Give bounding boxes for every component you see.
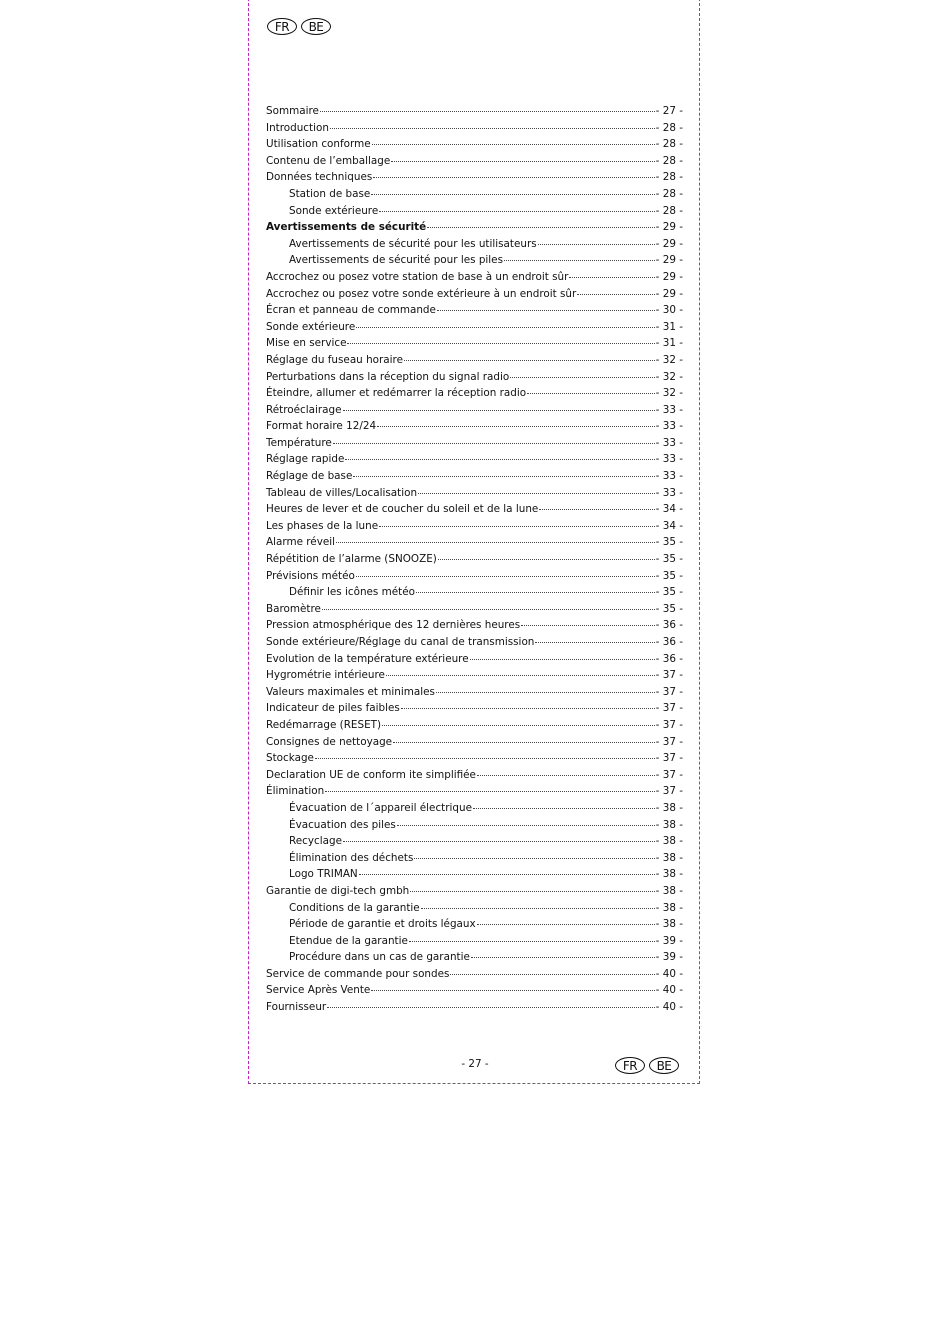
toc-entry-page: - 35 - [655, 569, 683, 582]
toc-entry[interactable] [266, 999, 683, 1016]
toc-entry[interactable] [266, 800, 683, 817]
language-badge-be: BE [649, 1057, 679, 1074]
toc-entry[interactable] [266, 900, 683, 917]
toc-entry-page: - 36 - [655, 636, 683, 648]
header-language-badges [267, 18, 331, 35]
toc-dot-leader [538, 243, 655, 245]
toc-entry-page: - 34 - [655, 503, 683, 516]
toc-entry-page: - 35 - [655, 602, 683, 615]
toc-entry[interactable] [266, 750, 683, 767]
toc-entry[interactable] [266, 103, 683, 120]
toc-dot-leader [356, 575, 655, 577]
toc-entry-title: Sommaire [266, 105, 319, 117]
toc-dot-leader [437, 309, 655, 311]
toc-entry-title: Rétroéclairage [266, 403, 342, 416]
toc-entry[interactable] [266, 767, 683, 784]
toc-entry-page: - 32 - [655, 387, 683, 400]
toc-entry-page: - 29 - [655, 270, 683, 283]
toc-entry[interactable] [266, 186, 683, 203]
toc-entry-title: Declaration UE de conform ite simplifiée [266, 768, 476, 781]
toc-entry[interactable] [266, 468, 683, 485]
toc-dot-leader [391, 160, 654, 162]
toc-entry[interactable] [266, 534, 683, 551]
toc-entry-title: Consignes de nettoyage [266, 735, 393, 748]
toc-dot-leader [322, 608, 655, 610]
language-badge-be: BE [301, 18, 331, 35]
toc-dot-leader [371, 989, 654, 991]
toc-entry-page: - 33 - [655, 453, 683, 466]
toc-dot-leader [504, 259, 655, 261]
toc-entry-title: Répétition de l’alarme (SNOOZE) [266, 553, 437, 566]
toc-entry-page: - 33 - [655, 470, 683, 483]
toc-dot-leader [372, 143, 655, 145]
toc-dot-leader [371, 193, 654, 195]
toc-entry[interactable] [266, 335, 683, 352]
toc-entry[interactable] [266, 269, 683, 286]
toc-entry-title: Conditions de la garantie [289, 901, 420, 914]
toc-dot-leader [535, 641, 654, 643]
toc-entry[interactable] [266, 700, 683, 717]
toc-entry-page: - 28 - [655, 187, 683, 200]
toc-dot-leader [315, 757, 655, 759]
toc-entry[interactable] [266, 120, 683, 137]
toc-entry-page: - 32 - [655, 370, 683, 383]
toc-entry-title: Élimination des déchets [289, 851, 414, 864]
toc-entry-page: - 31 - [655, 337, 683, 350]
toc-entry[interactable] [266, 451, 683, 468]
toc-entry[interactable] [266, 286, 683, 303]
toc-entry-page: - 38 - [655, 801, 683, 814]
toc-entry-title: Baromètre [266, 602, 321, 615]
toc-entry-title: Format horaire 12/24 [266, 420, 377, 433]
toc-entry-page: - 29 - [655, 287, 683, 300]
toc-entry-title: Sonde extérieure [266, 320, 356, 333]
toc-dot-leader [343, 409, 655, 411]
toc-dot-leader [569, 276, 654, 278]
toc-entry-page: - 37 - [655, 685, 683, 698]
toc-entry-title: Accrochez ou posez votre sonde extérieure à un endroit sûr [266, 287, 577, 300]
toc-dot-leader [416, 591, 655, 593]
toc-entry-title: Définir les icônes météo [289, 586, 415, 599]
toc-dot-leader [418, 492, 655, 494]
toc-entry[interactable] [266, 982, 683, 999]
toc-entry[interactable] [266, 169, 683, 186]
toc-entry-title: Température [266, 436, 332, 449]
toc-entry-title: Service de commande pour sondes [266, 967, 450, 980]
toc-entry[interactable] [266, 634, 683, 651]
toc-entry-title: Introduction [266, 121, 329, 134]
toc-entry-page: - 37 - [655, 669, 683, 682]
toc-entry[interactable] [266, 866, 683, 883]
toc-entry-page: - 33 - [655, 403, 683, 416]
toc-entry-page: - 39 - [655, 934, 683, 947]
toc-entry-page: - 33 - [655, 436, 683, 449]
toc-dot-leader [359, 873, 655, 875]
toc-entry[interactable] [266, 601, 683, 618]
toc-entry-page: - 37 - [655, 768, 683, 781]
toc-entry-title: Valeurs maximales et minimales [266, 685, 435, 698]
toc-dot-leader [527, 392, 655, 394]
toc-entry-page: - 40 - [655, 967, 683, 980]
toc-entry-title: Évacuation des piles [289, 818, 396, 831]
toc-entry[interactable] [266, 617, 683, 634]
toc-dot-leader [325, 790, 654, 792]
toc-entry[interactable] [266, 783, 683, 800]
table-of-contents [266, 103, 683, 1016]
toc-dot-leader [410, 890, 654, 892]
toc-entry[interactable] [266, 501, 683, 518]
toc-entry-title: Evolution de la température extérieure [266, 652, 469, 665]
toc-dot-leader [438, 558, 655, 560]
toc-entry-page: - 33 - [655, 486, 683, 499]
toc-dot-leader [577, 293, 654, 295]
toc-entry-title: Logo TRIMAN [289, 868, 358, 881]
toc-entry-page: - 37 - [655, 752, 683, 765]
toc-dot-leader [397, 824, 655, 826]
toc-entry-title: Période de garantie et droits légaux [289, 918, 476, 931]
toc-entry-page: - 36 - [655, 652, 683, 665]
toc-entry[interactable] [266, 734, 683, 751]
toc-entry-title: Tableau de villes/Localisation [266, 486, 418, 499]
toc-dot-leader [473, 807, 655, 809]
toc-entry-title: Réglage de base [266, 470, 353, 483]
toc-dot-leader [379, 210, 654, 212]
language-badge-fr: FR [615, 1057, 645, 1074]
toc-entry-page: - 28 - [655, 154, 683, 167]
toc-entry-title: Fournisseur [266, 1001, 327, 1014]
toc-dot-leader [343, 840, 655, 842]
toc-entry-page: - 40 - [655, 984, 683, 997]
toc-entry-title: Etendue de la garantie [289, 934, 408, 947]
toc-entry[interactable] [266, 402, 683, 419]
toc-entry[interactable] [266, 203, 683, 220]
toc-entry[interactable] [266, 369, 683, 386]
toc-dot-leader [450, 973, 654, 975]
toc-entry-title: Données techniques [266, 171, 373, 184]
toc-entry-title: Évacuation de l´appareil électrique [289, 801, 472, 814]
toc-dot-leader [427, 226, 654, 228]
toc-dot-leader [510, 376, 654, 378]
toc-entry-title: Mise en service [266, 337, 347, 350]
toc-entry-page: - 30 - [655, 304, 683, 317]
toc-entry-page: - 38 - [655, 901, 683, 914]
toc-entry-title: Éteindre, allumer et redémarrer la réception radio [266, 387, 527, 400]
toc-entry[interactable] [266, 584, 683, 601]
toc-entry[interactable] [266, 485, 683, 502]
toc-entry-title: Heures de lever et de coucher du soleil et de la lune [266, 503, 539, 516]
toc-entry-title: Pression atmosphérique des 12 dernières heures [266, 619, 521, 632]
toc-entry-page: - 34 - [655, 519, 683, 532]
toc-entry-title: Redémarrage (RESET) [266, 718, 382, 731]
toc-dot-leader [521, 624, 655, 626]
toc-entry-page: - 38 - [655, 818, 683, 831]
toc-entry[interactable] [266, 817, 683, 834]
toc-entry-page: - 35 - [655, 536, 683, 549]
toc-dot-leader [356, 326, 654, 328]
toc-entry[interactable] [266, 153, 683, 170]
toc-entry-page: - 28 - [655, 204, 683, 217]
toc-dot-leader [345, 458, 654, 460]
toc-dot-leader [539, 508, 654, 510]
toc-entry-page: - 28 - [655, 138, 683, 151]
toc-entry-page: - 28 - [655, 121, 683, 134]
toc-entry-page: - 27 - [655, 105, 683, 117]
toc-entry-title: Avertissements de sécurité pour les piles [289, 254, 503, 267]
toc-entry-title: Indicateur de piles faibles [266, 702, 400, 715]
toc-entry-page: - 38 - [655, 884, 683, 897]
toc-entry[interactable] [266, 684, 683, 701]
toc-entry[interactable] [266, 236, 683, 253]
toc-entry-page: - 38 - [655, 918, 683, 931]
toc-entry-title: Sonde extérieure [289, 204, 379, 217]
toc-entry[interactable] [266, 385, 683, 402]
toc-entry[interactable] [266, 933, 683, 950]
toc-entry-page: - 36 - [655, 619, 683, 632]
toc-dot-leader [421, 907, 655, 909]
toc-entry-title: Élimination [266, 785, 325, 798]
toc-dot-leader [404, 359, 655, 361]
toc-entry-title: Réglage rapide [266, 453, 345, 466]
toc-dot-leader [333, 442, 655, 444]
toc-entry[interactable] [266, 966, 683, 983]
toc-entry[interactable] [266, 651, 683, 668]
toc-entry[interactable] [266, 551, 683, 568]
toc-entry-title: Alarme réveil [266, 536, 336, 549]
toc-dot-leader [471, 956, 655, 958]
toc-entry[interactable] [266, 435, 683, 452]
toc-entry[interactable] [266, 883, 683, 900]
toc-entry-page: - 35 - [655, 553, 683, 566]
toc-entry[interactable] [266, 252, 683, 269]
toc-entry[interactable] [266, 219, 683, 236]
toc-entry-page: - 37 - [655, 735, 683, 748]
toc-entry[interactable] [266, 949, 683, 966]
toc-entry[interactable] [266, 418, 683, 435]
toc-entry[interactable] [266, 667, 683, 684]
page-number: - 27 - [461, 1058, 489, 1070]
toc-dot-leader [327, 1006, 654, 1008]
toc-dot-leader [379, 525, 655, 527]
toc-entry-title: Recyclage [289, 835, 342, 848]
toc-entry-page: - 37 - [655, 785, 683, 798]
toc-entry[interactable] [266, 352, 683, 369]
toc-dot-leader [436, 691, 655, 693]
toc-entry-page: - 33 - [655, 420, 683, 433]
footer-language-badges [615, 1057, 679, 1074]
toc-entry-title: Service Après Vente [266, 984, 371, 997]
toc-entry-title: Sonde extérieure/Réglage du canal de transmission [266, 636, 535, 648]
toc-dot-leader [347, 342, 654, 344]
toc-entry-page: - 38 - [655, 851, 683, 864]
toc-entry-page: - 31 - [655, 320, 683, 333]
toc-entry[interactable] [266, 136, 683, 153]
toc-entry-title: Prévisions météo [266, 569, 355, 582]
toc-entry[interactable] [266, 319, 683, 336]
toc-dot-leader [470, 658, 655, 660]
toc-entry-title: Utilisation conforme [266, 138, 371, 151]
toc-entry[interactable] [266, 568, 683, 585]
toc-dot-leader [401, 707, 655, 709]
toc-entry-title: Stockage [266, 752, 314, 765]
toc-entry-page: - 32 - [655, 353, 683, 366]
toc-entry-page: - 40 - [655, 1001, 683, 1014]
toc-entry-title: Écran et panneau de commande [266, 304, 436, 317]
toc-entry-page: - 37 - [655, 702, 683, 715]
toc-entry-title: Procédure dans un cas de garantie [289, 951, 470, 964]
toc-entry-title: Station de base [289, 187, 371, 200]
toc-dot-leader [373, 176, 654, 178]
toc-entry[interactable] [266, 850, 683, 867]
toc-entry-title: Contenu de l’emballage [266, 154, 391, 167]
toc-entry-title: Avertissements de sécurité pour les utilisateurs [289, 237, 537, 250]
toc-entry[interactable] [266, 302, 683, 319]
toc-dot-leader [409, 940, 655, 942]
toc-entry-page: - 29 - [655, 221, 683, 234]
toc-entry-title: Hygrométrie intérieure [266, 669, 385, 682]
toc-dot-leader [477, 774, 655, 776]
toc-entry[interactable] [266, 717, 683, 734]
toc-entry-title: Avertissements de sécurité [266, 221, 427, 234]
toc-entry[interactable] [266, 518, 683, 535]
toc-entry[interactable] [266, 833, 683, 850]
toc-entry-title: Les phases de la lune [266, 519, 379, 532]
toc-entry-page: - 39 - [655, 951, 683, 964]
toc-dot-leader [393, 741, 655, 743]
toc-dot-leader [320, 110, 655, 112]
toc-dot-leader [477, 923, 655, 925]
toc-dot-leader [377, 425, 655, 427]
toc-entry-title: Réglage du fuseau horaire [266, 353, 403, 366]
toc-dot-leader [336, 541, 655, 543]
toc-dot-leader [382, 724, 655, 726]
toc-entry-page: - 35 - [655, 586, 683, 599]
toc-entry-page: - 38 - [655, 868, 683, 881]
toc-entry[interactable] [266, 916, 683, 933]
toc-dot-leader [414, 857, 654, 859]
toc-dot-leader [386, 674, 655, 676]
toc-dot-leader [353, 475, 654, 477]
language-badge-fr: FR [267, 18, 297, 35]
toc-entry-page: - 28 - [655, 171, 683, 184]
toc-entry-page: - 29 - [655, 254, 683, 267]
toc-entry-page: - 29 - [655, 237, 683, 250]
toc-entry-title: Garantie de digi-tech gmbh [266, 884, 410, 897]
toc-entry-title: Accrochez ou posez votre station de base à un endroit sûr [266, 270, 569, 283]
toc-entry-page: - 38 - [655, 835, 683, 848]
toc-dot-leader [330, 127, 655, 129]
toc-entry-page: - 37 - [655, 718, 683, 731]
toc-entry-title: Perturbations dans la réception du signal radio [266, 370, 510, 383]
